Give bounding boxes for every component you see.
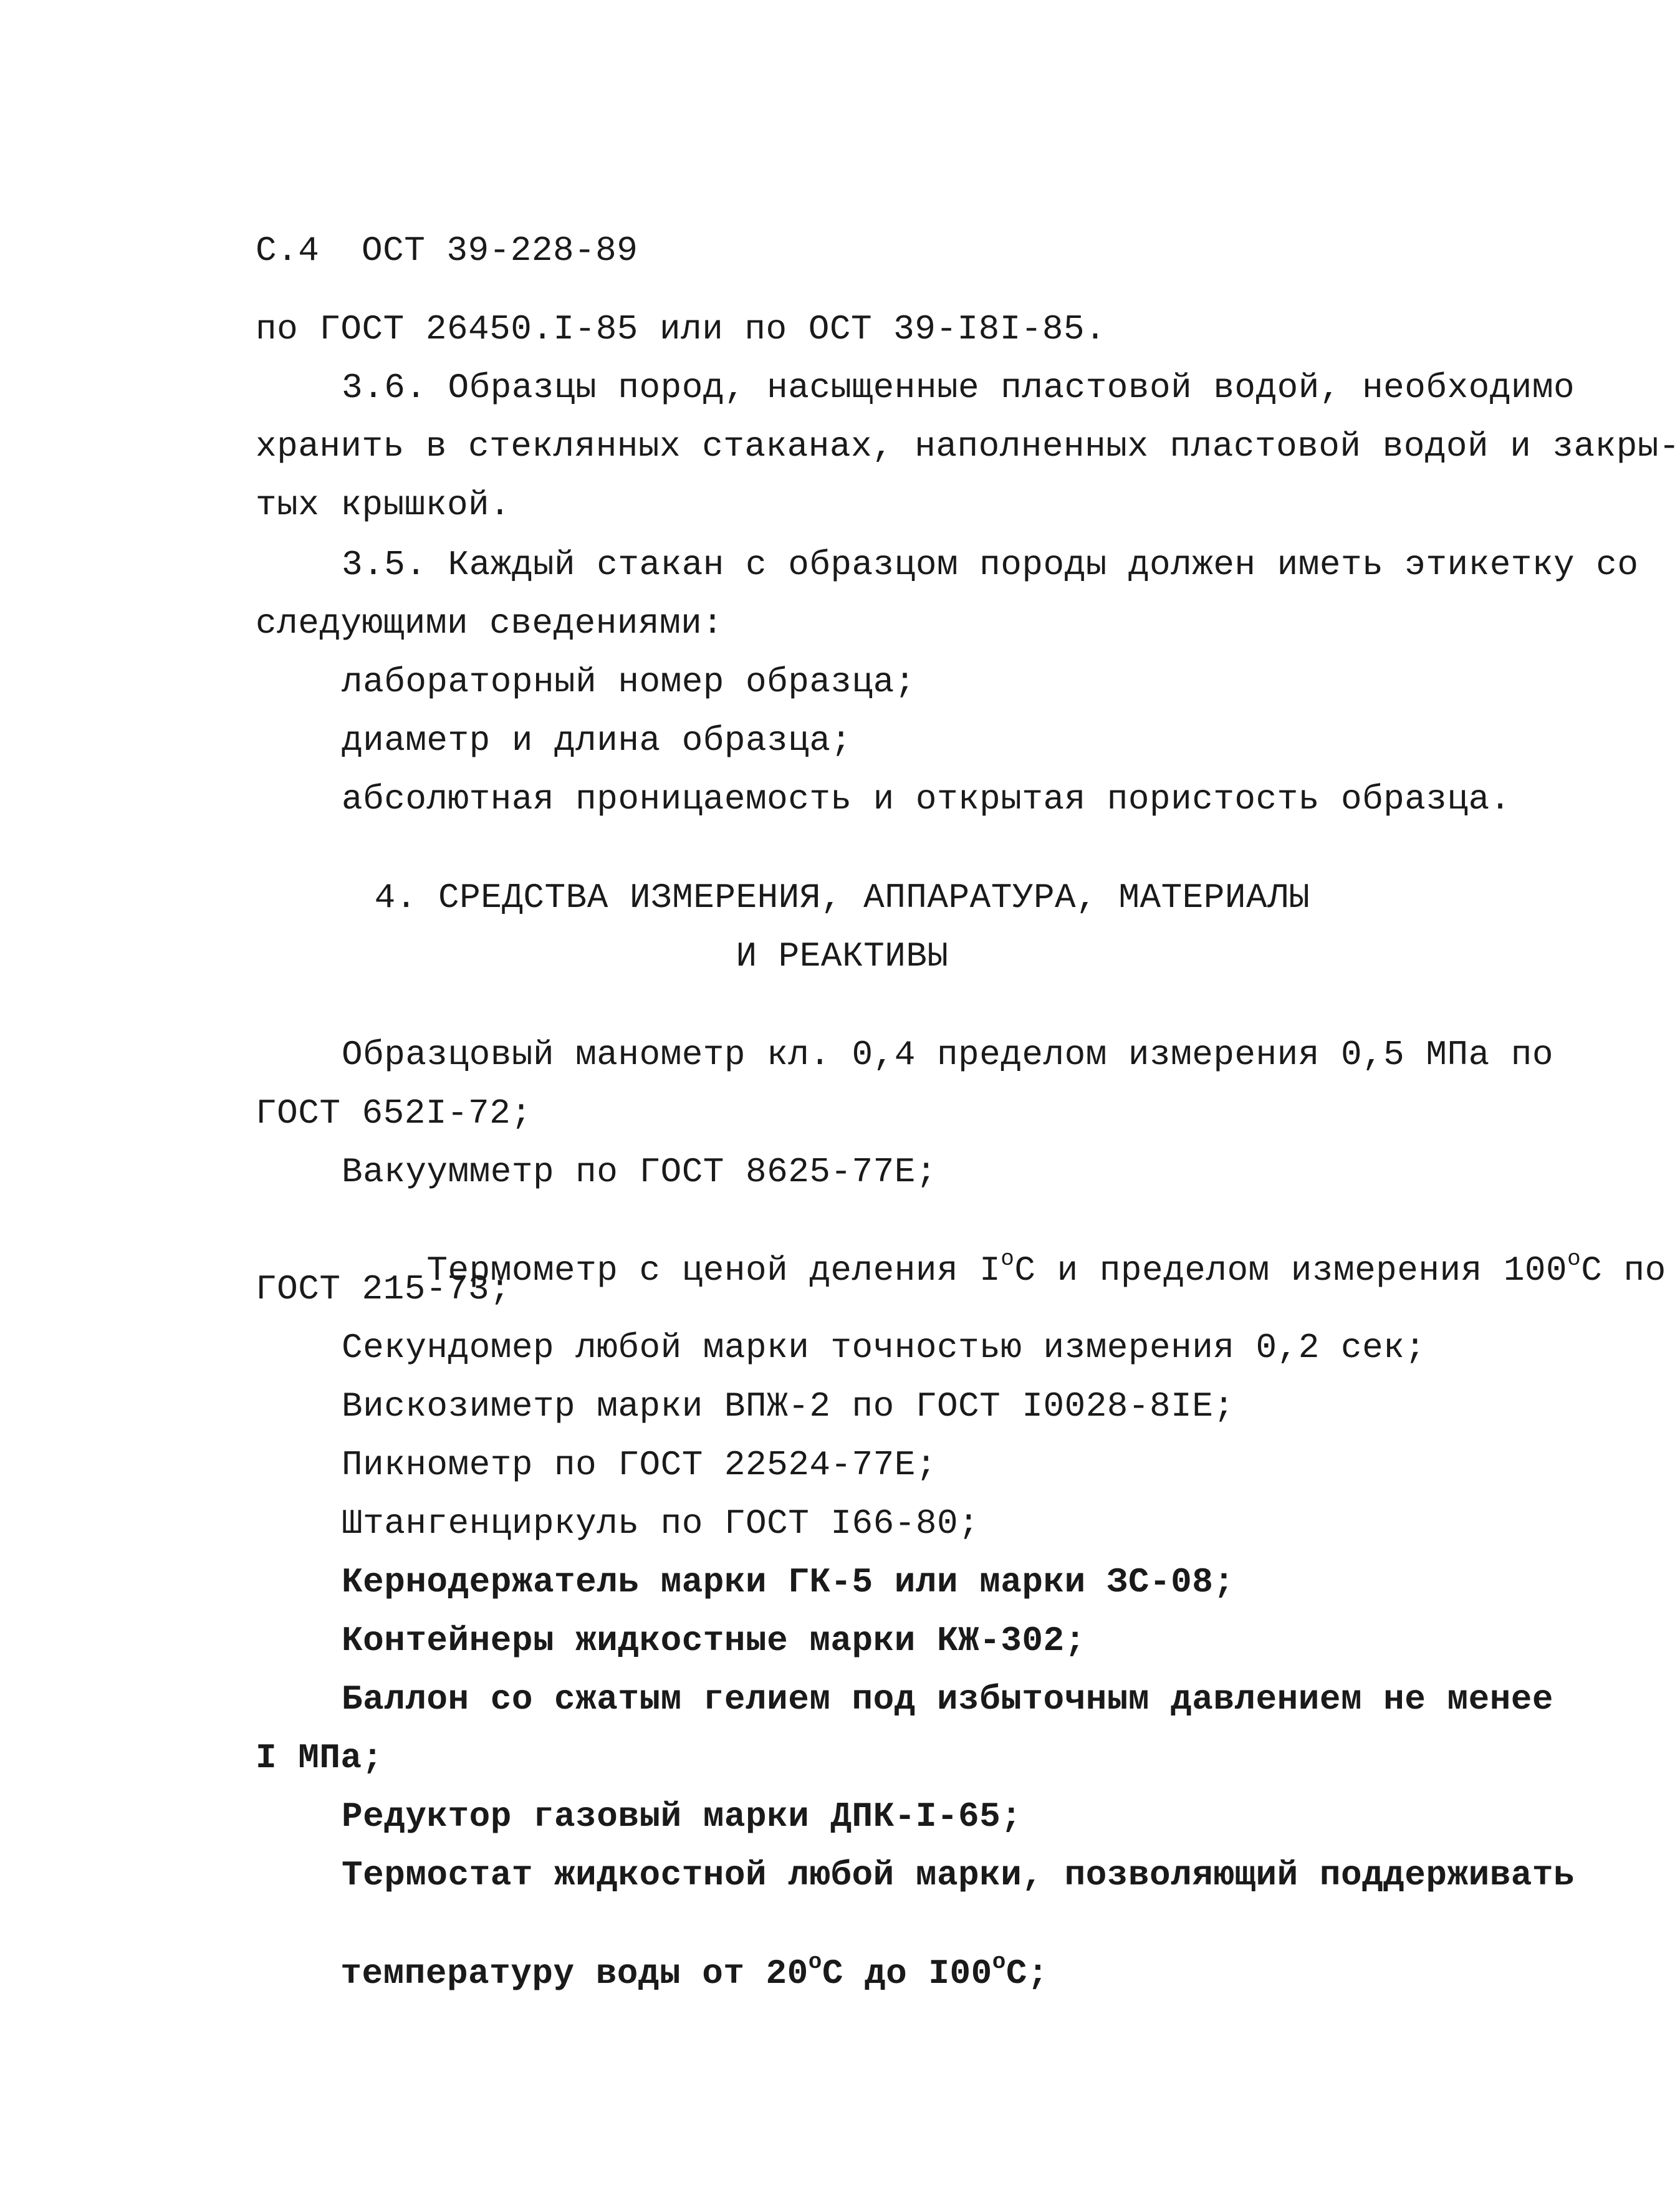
list-item-text: C;	[1006, 1954, 1049, 1994]
degree-mark: o	[808, 1949, 822, 1975]
list-item-continuation: I МПа;	[256, 1738, 383, 1778]
list-item: Образцовый манометр кл. 0,4 пределом измерения 0,5 МПа по	[342, 1035, 1554, 1075]
list-item: Пикнометр по ГОСТ 22524-77Е;	[342, 1445, 937, 1485]
list-item: лабораторный номер образца;	[342, 662, 916, 702]
list-item-continuation: ГОСТ 652I-72;	[256, 1093, 532, 1133]
list-item-continuation: ГОСТ 215-73;	[256, 1269, 511, 1309]
list-item: Секундомер любой марки точностью измерения 0,2 сек;	[342, 1328, 1426, 1368]
list-item: Баллон со сжатым гелием под избыточным давлением не менее	[342, 1679, 1554, 1719]
body-line: тых крышкой.	[256, 485, 511, 525]
list-item: Редуктор газовый марки ДПК-I-65;	[342, 1797, 1022, 1836]
list-item: Контейнеры жидкостные марки КЖ-302;	[342, 1621, 1086, 1661]
list-item: Вакуумметр по ГОСТ 8625-77Е;	[342, 1152, 937, 1192]
document-code: ОСТ 39-228-89	[362, 231, 638, 271]
body-line: по ГОСТ 26450.I-85 или по ОСТ 39-I8I-85.	[256, 309, 1106, 349]
list-item-text: C и пределом измерения 100	[1014, 1250, 1568, 1290]
list-item-continuation	[256, 1914, 1049, 2033]
list-item: Термостат жидкостной любой марки, позволяющий поддерживать	[342, 1855, 1575, 1895]
list-item: Вискозиметр марки ВПЖ-2 по ГОСТ I0028-8IЕ;	[342, 1386, 1235, 1426]
list-item: Штангенциркуль по ГОСТ I66-80;	[342, 1504, 980, 1543]
body-line: 3.5. Каждый стакан с образцом породы должен иметь этикетку со	[342, 545, 1639, 585]
list-item-text: температуру воды от 20	[340, 1954, 809, 1994]
list-item-text: C до I00	[822, 1954, 992, 1994]
section-title-continuation: И РЕАКТИВЫ	[736, 936, 949, 976]
section-title: 4. СРЕДСТВА ИЗМЕРЕНИЯ, АППАРАТУРА, МАТЕРИАЛЫ	[374, 878, 1310, 918]
list-item: диаметр и длина образца;	[342, 721, 852, 761]
body-line: 3.6. Образцы пород, насыщенные пластовой водой, необходимо	[342, 368, 1575, 408]
page-number: С.4	[256, 231, 320, 271]
list-item-text: C по	[1581, 1250, 1666, 1290]
list-item: абсолютная проницаемость и открытая пористость образца.	[342, 779, 1511, 819]
list-item	[342, 1211, 1666, 1330]
body-line: хранить в стеклянных стаканах, наполненных пластовой водой и закры-	[256, 426, 1680, 466]
degree-mark: o	[992, 1949, 1006, 1975]
list-item: Кернодержатель марки ГК-5 или марки ЗС-08;	[342, 1562, 1235, 1602]
body-line: следующими сведениями:	[256, 603, 724, 643]
degree-mark: o	[1567, 1246, 1582, 1272]
degree-mark: o	[1001, 1246, 1015, 1272]
list-item-text: Термометр с ценой деления I	[426, 1250, 1001, 1290]
